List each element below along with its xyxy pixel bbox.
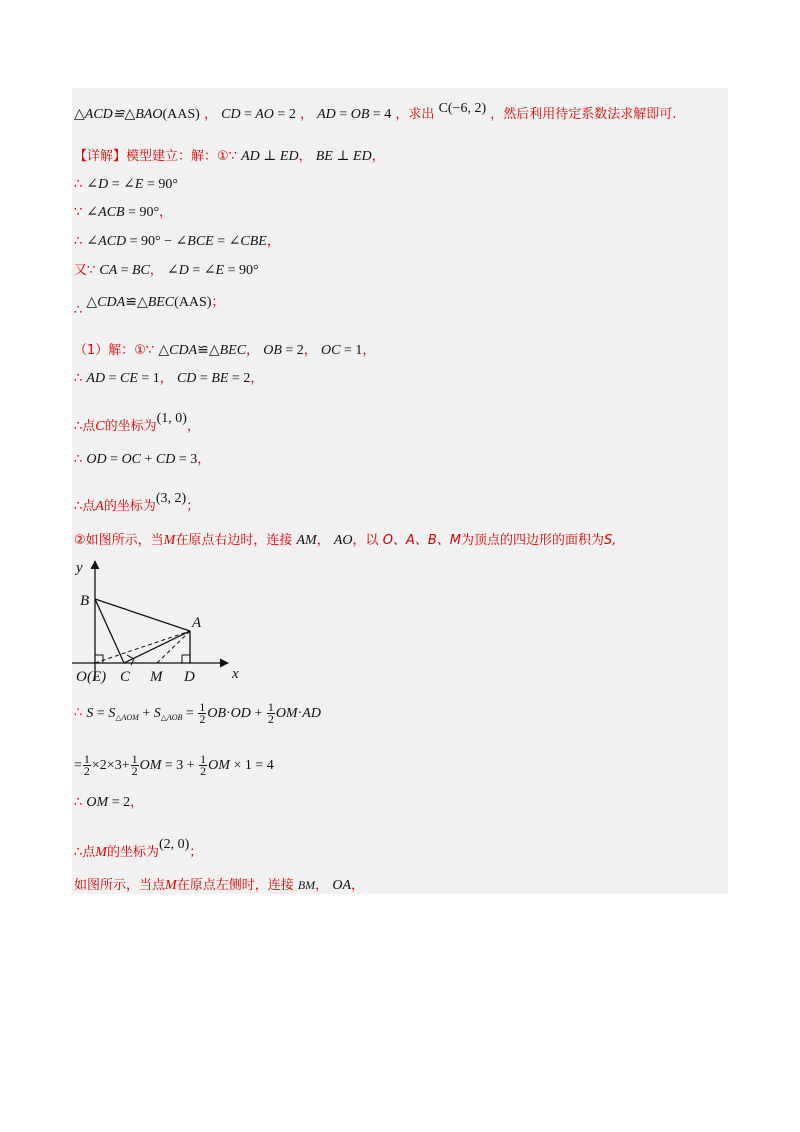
line-area-formula: ∴ $S = S_{\triangle AOM} + S_{\triangle AOB}$ = $\frac{1}{2}$ OB·OD + $\frac{1}{2}$ OM·AD <box>74 700 321 726</box>
label-m: M <box>150 669 163 685</box>
label-b: B <box>80 593 90 609</box>
label-o: O <box>76 669 87 685</box>
line-od: ∴ OD = OC + CD = 3， <box>74 452 211 467</box>
segment-bc <box>95 599 124 663</box>
segment-ca <box>124 631 190 663</box>
line-detail-model: 【详解】模型建立：解：①∵ AD ⊥ ED， BE ⊥ ED， <box>74 149 385 164</box>
label-c: C <box>120 669 131 685</box>
line-point-c: ∴点C的坐标为(1, 0)， <box>74 411 200 434</box>
label-y: y <box>76 560 83 576</box>
segment-ba <box>95 599 190 631</box>
label-e: (E) <box>87 669 107 685</box>
line-om: ∴ OM = 2， <box>74 795 144 810</box>
label-x: x <box>232 666 239 682</box>
line-case-left: 如图所示，当点M在原点左侧时，连接 BM， OA， <box>74 878 365 893</box>
dashed-am <box>157 631 190 663</box>
line-acb: ∵ ∠ACB = 90°， <box>74 205 173 220</box>
line-ca-bc: 又∵ CA = BC， ∠D = ∠E = 90° <box>74 263 259 278</box>
label-a: A <box>192 615 202 631</box>
line-right-angles: ∴ ∠D = ∠E = 90° <box>74 177 178 192</box>
line-point-m: ∴点M的坐标为(2, 0)； <box>74 837 203 860</box>
dashed-ao <box>95 631 190 663</box>
line-congruence-summary: △ACD≌△BAO(AAS) ， CD = AO = 2 ， AD = OB = 4 ，求出 C(−6, 2) ，然后利用待定系数法求解即可. <box>74 101 677 122</box>
right-angle-d <box>182 655 190 663</box>
label-d: D <box>184 669 195 685</box>
coordinate-figure <box>70 555 240 685</box>
line-ad-ce: ∴ AD = CE = 1， CD = BE = 2， <box>74 371 264 386</box>
line-area-compute: = $\frac{1}{2}$ ×2×3+ $\frac{1}{2}$ OM = 3 + $\frac{1}{2}$ OM × 1 = 4 <box>74 752 274 778</box>
right-angle-o <box>95 655 103 663</box>
line-part1: （1）解：①∵ △CDA≌△BEC， OB = 2， OC = 1， <box>74 343 376 358</box>
line-case-right: ②如图所示，当M在原点右边时，连接 AM， AO，以 O、A、B、M为顶点的四边形的面积为S, <box>74 533 617 548</box>
line-acd: ∴ ∠ACD = 90° − ∠BCE = ∠CBE， <box>74 234 280 249</box>
line-cda-bec: ∴ △CDA≌△BEC(AAS)； <box>74 295 225 318</box>
line-point-a: ∴点A的坐标为(3, 2)； <box>74 491 200 514</box>
